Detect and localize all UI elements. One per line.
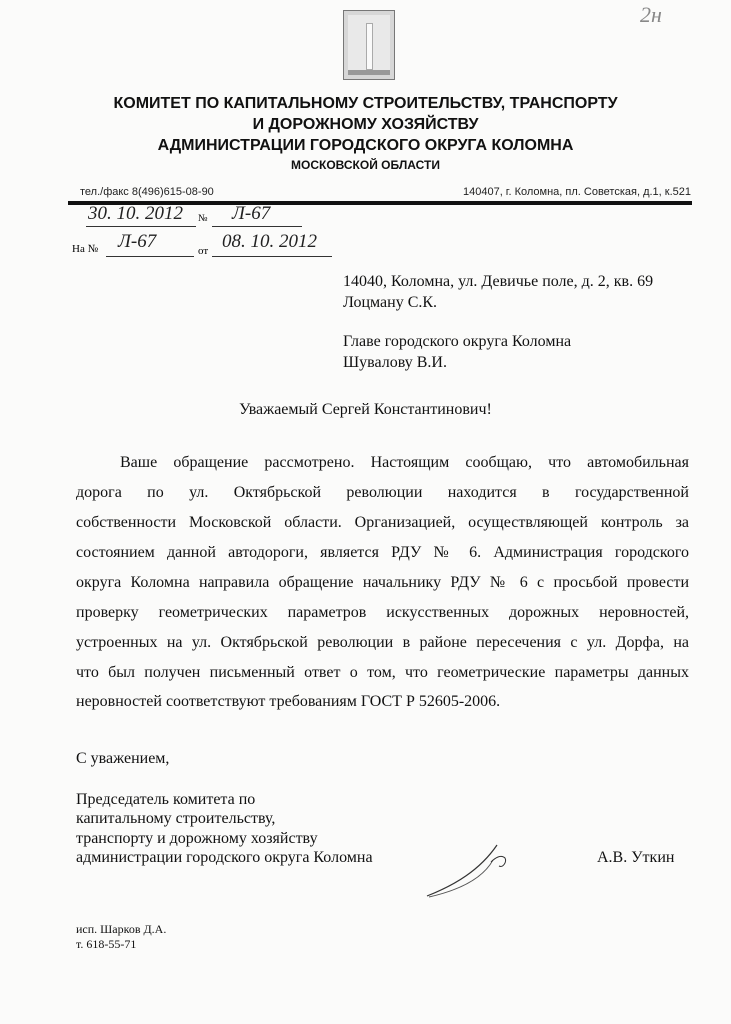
reference-number-label: На № (72, 243, 99, 255)
outgoing-number-label: № (198, 213, 208, 224)
org-name-line-4: МОСКОВСКОЙ ОБЛАСТИ (291, 158, 440, 172)
executor-phone: т. 618-55-71 (76, 937, 137, 951)
body-line: неровностей соответствуют требованиям ГОСТ Р 52605-2006. (76, 693, 501, 710)
reference-date-underline (212, 256, 332, 257)
body-line: Ваше обращение рассмотрено. Настоящим сообщаю, что автомобильная (120, 454, 689, 471)
handwritten-signature (425, 840, 535, 900)
body-line: собственности Московской области. Организацией, осуществляющей контроль за (76, 514, 689, 531)
outgoing-number-underline (212, 226, 302, 227)
header-address: 140407, г. Коломна, пл. Советская, д.1, к.521 (462, 186, 691, 198)
org-name-line-1: КОМИТЕТ ПО КАПИТАЛЬНОМУ СТРОИТЕЛЬСТВУ, ТРАНСПОРТУ (113, 95, 618, 112)
outgoing-date-underline (86, 226, 196, 227)
salutation: Уважаемый Сергей Константинович! (239, 401, 492, 418)
handwritten-corner-mark: 2н (640, 2, 662, 27)
reference-number: Л-67 (118, 231, 157, 252)
coat-of-arms-emblem (343, 10, 395, 80)
emblem-base (348, 70, 390, 75)
body-line: что был получен письменный ответ о том, что геометрические параметры данных (76, 664, 689, 681)
signer-title-line-3: транспорту и дорожному хозяйству (76, 830, 318, 847)
executor-name: исп. Шарков Д.А. (76, 922, 167, 936)
recipient-address: 14040, Коломна, ул. Девичье поле, д. 2, кв. 69 (343, 273, 654, 290)
org-name-line-3: АДМИНИСТРАЦИИ ГОРОДСКОГО ОКРУГА КОЛОМНА (157, 137, 574, 154)
outgoing-number: Л-67 (232, 203, 271, 224)
body-line: округа Коломна направила обращение начальнику РДУ № 6 с просьбой провести (76, 574, 689, 591)
body-line: устроенных на ул. Октябрьской революции в районе пересечения с ул. Дорфа, на (76, 634, 689, 651)
copy-recipient-title: Главе городского округа Коломна (343, 333, 572, 350)
reference-date: 08. 10. 2012 (222, 231, 317, 252)
body-line: дорога по ул. Октябрьской революции находится в государственной (76, 484, 689, 501)
signer-title-line-1: Председатель комитета по (76, 791, 256, 808)
copy-recipient-name: Шувалову В.И. (343, 354, 447, 371)
signer-name: А.В. Уткин (597, 849, 675, 866)
header-phone: тел./факс 8(496)615-08-90 (80, 186, 214, 198)
reference-from-label: от (198, 245, 209, 257)
body-line: проверку геометрических параметров искусственных дорожных неровностей, (76, 604, 689, 621)
signer-title-line-4: администрации городского округа Коломна (76, 849, 373, 866)
emblem-column (366, 23, 373, 70)
reference-number-underline (106, 256, 194, 257)
recipient-name: Лоцману С.К. (343, 294, 438, 311)
signer-title-line-2: капитальному строительству, (76, 810, 276, 827)
body-line: состоянием данной автодороги, является РДУ № 6. Администрация городского (76, 544, 689, 561)
closing-regards: С уважением, (76, 750, 170, 767)
outgoing-date: 30. 10. 2012 (88, 203, 183, 224)
org-name-line-2: И ДОРОЖНОМУ ХОЗЯЙСТВУ (252, 116, 479, 133)
